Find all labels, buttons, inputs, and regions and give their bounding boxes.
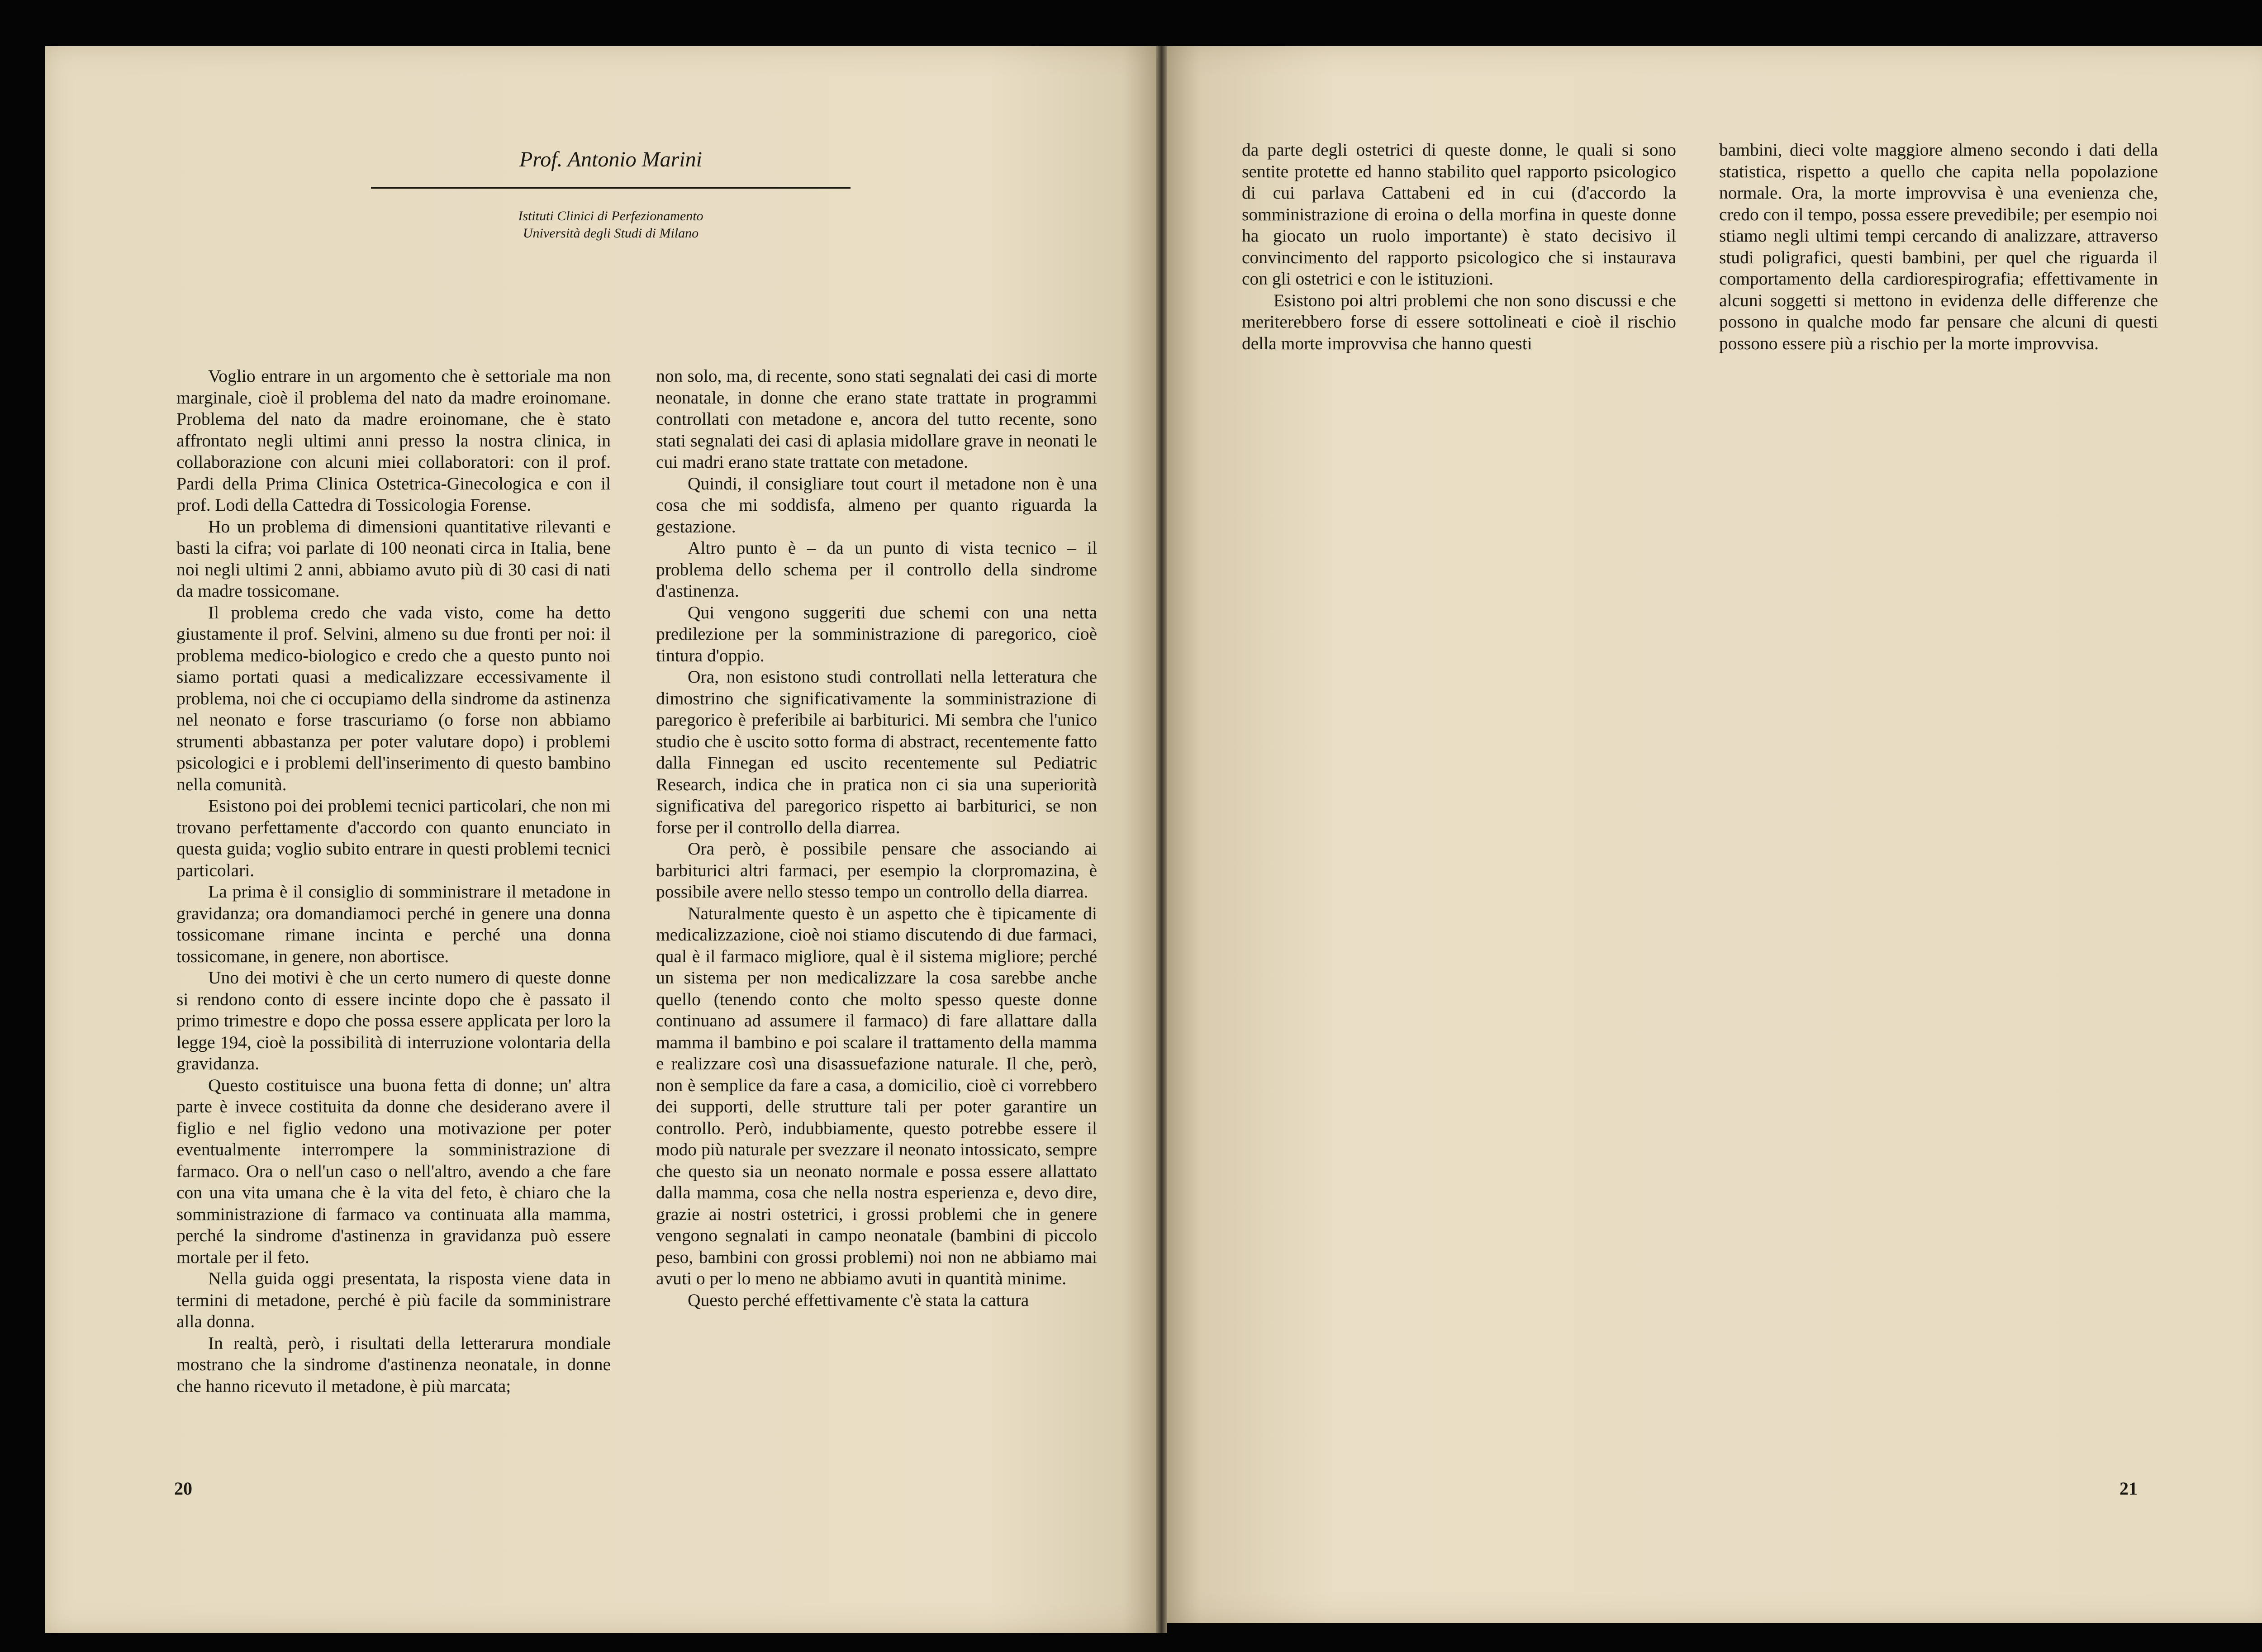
paragraph: bambini, dieci volte maggiore almeno secondo i dati della statistica, rispetto a quello che capita nella popolazione normale. Ora, la morte improvvisa è una evenienza che, credo con il tempo, possa essere prevedibile; per esempio noi stiamo negli ultimi tempi cercando di analizzare, attraverso studi poligrafici, questi bambini, per quel che riguarda il comportamento della cardiorespirografia; effettivamente in alcuni soggetti si mettono in evidenza delle differenze che possono in qualche modo far pensare che alcuni di questi possono essere più a rischio per la morte improvvisa. <box>1719 140 2158 353</box>
page-number-right: 21 <box>2119 1478 2138 1499</box>
article-header <box>348 146 873 242</box>
header-rule <box>371 187 851 189</box>
paragraph: Uno dei motivi è che un certo numero di queste donne si rendono conto di essere incinte dopo che è passato il primo trimestre e dopo che possa essere applicata per loro la legge 194, cioè la possibilità di interruzione volontaria della gravidanza. <box>176 968 611 1073</box>
paragraph: Quindi, il consigliare tout court il metadone non è una cosa che mi soddisfa, almeno per quanto riguarda la gestazione. <box>656 473 1097 536</box>
right-page-column-2 <box>1719 139 2158 354</box>
paragraph: da parte degli ostetrici di queste donne, le quali si sono sentite protette ed hanno stabilito quel rapporto psicologico di cui parlava Cattabeni ed in cui (d'accordo la somministrazione di eroina o della morfina in queste donne ha giocato un ruolo importante) è stato decisivo il convincimento del rapporto psicologico che si instaurava con gli ostetrici e con le istituzioni. <box>1242 140 1676 289</box>
paragraph: Naturalmente questo è un aspetto che è tipicamente di medicalizzazione, cioè noi stiamo discutendo di due farmaci, qual è il farmaco migliore, qual è il sistema migliore; perché un sistema per non medicalizzare la cosa sarebbe anche quello (tenendo conto che molto spesso queste donne continuano ad assumere il farmaco) di fare allattare dalla mamma il bambino e poi scalare il trattamento della mamma e realizzare così una disassuefazione naturale. Il che, però, non è semplice da fare a casa, a domicilio, cioè ci vorrebbero dei supporti, delle strutture tali per poter garantire un controllo. Però, indubbiamente, questo potrebbe essere il modo più naturale per svezzare il neonato intossicato, sempre che questo sia un neonato normale e possa essere allattato dalla mamma, cosa che nella nostra esperienza e, devo dire, grazie ai nostri ostetrici, i grossi problemi che in genere vengono segnalati in campo neonatale (bambini di piccolo peso, bambini con grossi problemi) noi non ne abbiamo mai avuti o per lo meno ne abbiamo avuti in quantità minime. <box>656 903 1097 1288</box>
paragraph: In realtà, però, i risultati della letterarura mondiale mostrano che la sindrome d'astinenza neonatale, in donne che hanno ricevuto il metadone, è più marcata; <box>176 1333 611 1396</box>
page-number-left: 20 <box>174 1478 192 1499</box>
paragraph: Esistono poi dei problemi tecnici particolari, che non mi trovano perfettamente d'accordo con quanto enunciato in questa guida; voglio subito entrare in questi problemi tecnici particolari. <box>176 796 611 880</box>
paragraph: Questo costituisce una buona fetta di donne; un' altra parte è invece costituita da donne che desiderano avere il figlio e nel figlio vedono una motivazione per poter eventualmente interrompere la somministrazione di farmaco. Ora o nell'un caso o nell'altro, avendo a che fare con una vita umana che è la vita del feto, è chiaro che la somministrazione di farmaco va continuata alla mamma, perché la sindrome d'astinenza in gravidanza può essere mortale per il feto. <box>176 1075 611 1267</box>
paragraph: Nella guida oggi presentata, la risposta viene data in termini di metadone, perché è più facile da somministrare alla donna. <box>176 1268 611 1331</box>
paragraph: Il problema credo che vada visto, come ha detto giustamente il prof. Selvini, almeno su due fronti per noi: il problema medico-biologico e credo che a questo punto noi siamo portati quasi a medicalizzare eccessivamente il problema, noi che ci occupiamo della sindrome da astinenza nel neonato e forse trascuriamo (o forse non abbiamo strumenti abbastanza per poter valutare dopo) i problemi psicologici e i problemi dell'inserimento di questo bambino nella comunità. <box>176 602 611 794</box>
paragraph: Altro punto è – da un punto di vista tecnico – il problema dello schema per il controllo della sindrome d'astinenza. <box>656 538 1097 601</box>
affiliation-line-1: Istituti Clinici di Perfezionamento <box>518 209 703 223</box>
paragraph: Esistono poi altri problemi che non sono discussi e che meriterebbero forse di essere sottolineati e cioè il rischio della morte improvvisa che hanno questi <box>1242 290 1676 353</box>
paragraph: La prima è il consiglio di somministrare il metadone in gravidanza; ora domandiamoci perché in genere una donna tossicomane rimane incinta e perché una donna tossicomane, in genere, non abortisce. <box>176 882 611 966</box>
left-page-column-2 <box>656 366 1097 1311</box>
paragraph: Ora però, è possibile pensare che associando ai barbiturici altri farmaci, per esempio la clorpromazina, è possibile avere nello stesso tempo un controllo della diarrea. <box>656 839 1097 902</box>
paragraph: Qui vengono suggeriti due schemi con una netta predilezione per la somministrazione di paregorico, cioè tintura d'oppio. <box>656 602 1097 665</box>
paragraph: Voglio entrare in un argomento che è settoriale ma non marginale, cioè il problema del nato da madre eroinomane. Problema del nato da madre eroinomane, che è stato affrontato negli ultimi anni presso la nostra clinica, in collaborazione con alcuni miei collaboratori: con il prof. Pardi della Prima Clinica Ostetrica-Ginecologica e con il prof. Lodi della Cattedra di Tossicologia Forense. <box>176 366 611 515</box>
paragraph: non solo, ma, di recente, sono stati segnalati dei casi di morte neonatale, in donne che erano state trattate in programmi controllati con metadone e, ancora del tutto recente, sono stati segnalati dei casi di aplasia midollare grave in neonati le cui madri erano state trattate con metadone. <box>656 366 1097 472</box>
book-gutter <box>1156 46 1167 1633</box>
right-page-column-1 <box>1242 139 1676 354</box>
paragraph: Ora, non esistono studi controllati nella letteratura che dimostrino che significativamente la somministrazione di paregorico è preferibile ai barbiturici. Mi sembra che l'unico studio che è uscito sotto forma di abstract, recentemente fatto dalla Finnegan ed uscito recentemente sul Pediatric Research, indica che in pratica non ci sia una superiorità significativa del paregorico rispetto ai barbiturici, se non forse per il controllo della diarrea. <box>656 667 1097 837</box>
paragraph: Questo perché effettivamente c'è stata la cattura <box>688 1290 1029 1310</box>
author-name: Prof. Antonio Marini <box>519 147 702 171</box>
left-page-column-1 <box>176 366 611 1397</box>
affiliation-line-2: Università degli Studi di Milano <box>523 226 699 241</box>
paragraph: Ho un problema di dimensioni quantitative rilevanti e basti la cifra; voi parlate di 100 neonati circa in Italia, bene noi negli ultimi 2 anni, abbiamo avuto più di 30 casi di nati da madre tossicomane. <box>176 516 611 601</box>
